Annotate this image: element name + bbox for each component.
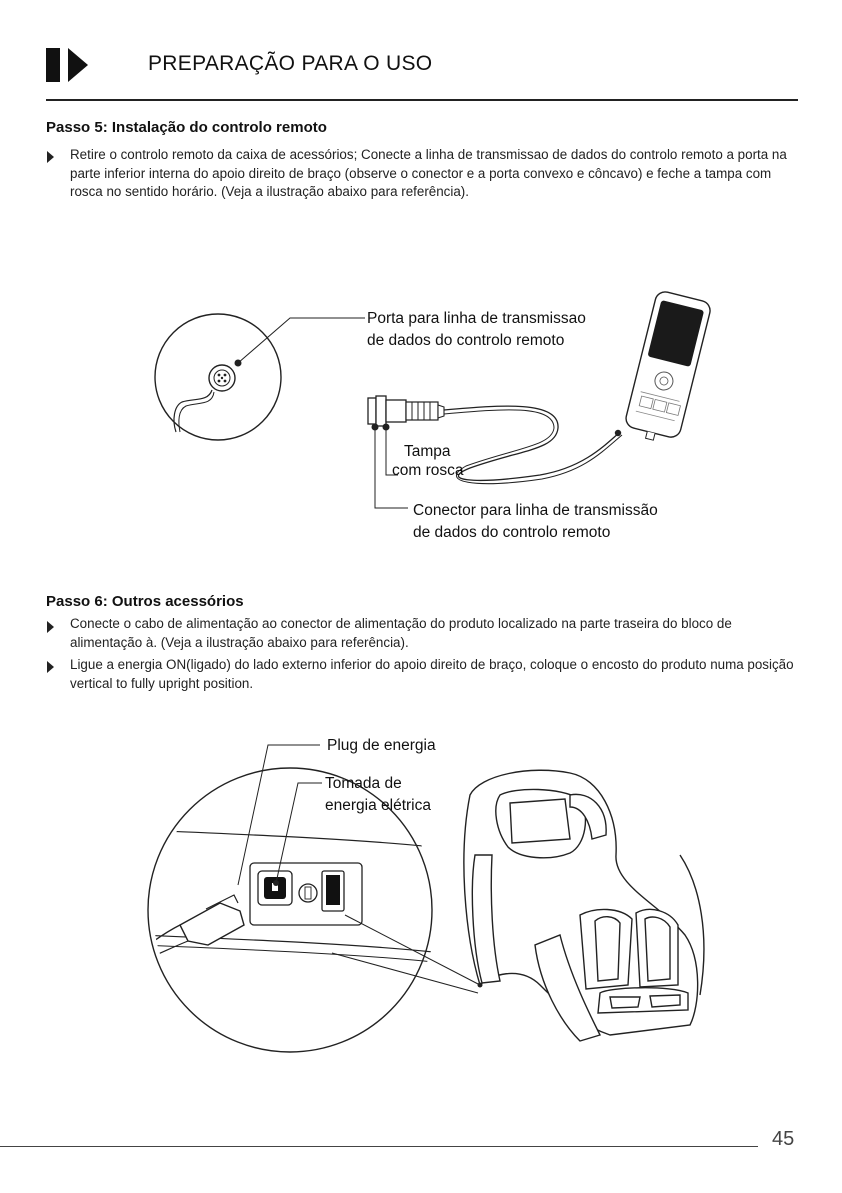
data-cable-connector	[368, 396, 444, 426]
label-socket-line1: Tomada de	[325, 775, 402, 792]
label-socket-line2: energia elétrica	[325, 797, 431, 814]
header-logo-arrow-icon	[68, 48, 88, 82]
bullet-icon	[47, 151, 54, 163]
label-connector-line1: Conector para linha de transmissão	[413, 502, 658, 519]
footer-divider	[0, 1146, 758, 1147]
step6-bullet-1: Conecte o cabo de alimentação ao conector de alimentação do produto localizado na parte traseira do bloco de alimentação à. (Veja a ilustração abaixo para referência).	[70, 616, 732, 650]
page-title: PREPARAÇÃO PARA O USO	[148, 52, 433, 75]
label-cap-line1: Tampa	[404, 443, 451, 460]
label-cap-line2: com rosca	[392, 462, 464, 479]
step6-bullet-2: Ligue a energia ON(ligado) do lado externo inferior do apoio direito de braço, coloque o encosto do produto numa posição vertical to fully upright position.	[70, 657, 794, 691]
step5-bullet-1: Retire o controlo remoto da caixa de acessórios; Conecte a linha de transmissao de dados do controlo remoto a porta na parte inferior interna do apoio direito de braço (observe o conector e a porta convexo e côncavo) e feche a tampa com rosca no sentido horário. (Veja a ilustração abaixo para referência).	[70, 147, 787, 199]
port-detail-circle	[155, 314, 281, 440]
step6-heading: Passo 6: Outros acessórios	[46, 593, 244, 610]
label-power-plug: Plug de energia	[327, 737, 436, 754]
power-connection-figure	[140, 735, 720, 1055]
label-port-line2: de dados do controlo remoto	[367, 332, 565, 349]
label-port-line1: Porta para linha de transmissao	[367, 310, 586, 327]
data-cable	[444, 406, 620, 480]
bullet-icon	[47, 621, 54, 633]
header-logo-bar	[46, 48, 60, 82]
bullet-icon	[47, 661, 54, 673]
header-divider	[46, 99, 798, 101]
step5-heading: Passo 5: Instalação do controlo remoto	[46, 119, 327, 136]
remote-control-icon	[622, 290, 712, 446]
page-number: 45	[772, 1128, 795, 1150]
power-panel-detail-circle	[140, 830, 460, 965]
label-connector-line2: de dados do controlo remoto	[413, 524, 611, 541]
massage-chair-icon	[464, 770, 704, 1041]
